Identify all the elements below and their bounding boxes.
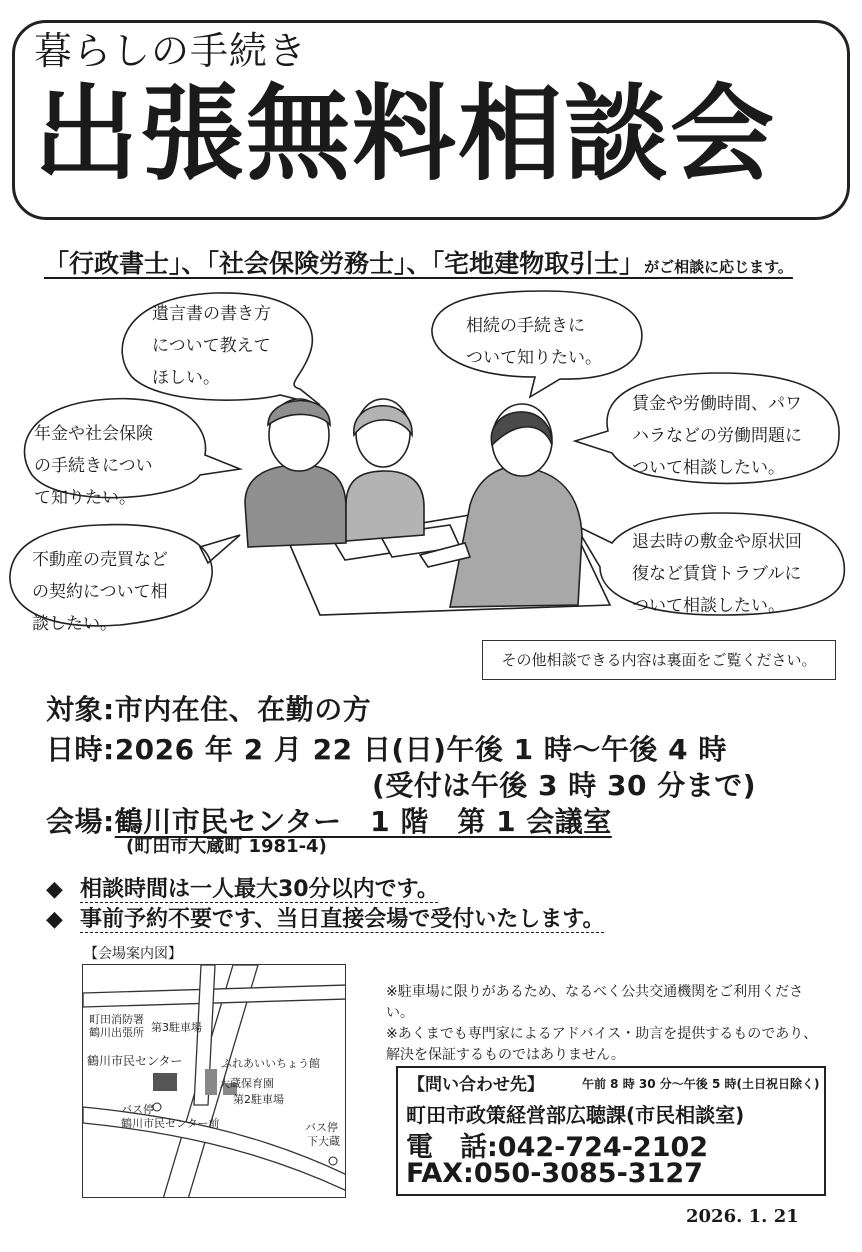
expert-gyosei: 「行政書士」: [44, 249, 182, 278]
notes: [386, 982, 826, 1066]
bubble-line: 談したい。: [32, 614, 117, 634]
bullet-text: 相談時間は一人最大30分以内です。: [80, 877, 439, 902]
datetime-row: [46, 728, 727, 768]
contact-hours: 午前 8 時 30 分～午後 5 時(土日祝日除く): [582, 1077, 820, 1091]
venue-label: 会場:: [46, 805, 115, 838]
note-disclaimer: ※あくまでも専門家によるアドバイス・助言を提供するものであり、解決を保証するものではありません。: [386, 1026, 818, 1063]
subtitle: 暮らしの手続き: [34, 29, 308, 73]
target-row: [46, 688, 371, 728]
bubble-text-rental: [632, 526, 802, 622]
map-center-label: 鶴川市民センター: [87, 1054, 183, 1068]
page-title: 出張無料相談会: [34, 73, 777, 195]
bubble-line: 退去時の敷金や原状回: [632, 532, 802, 552]
bubble-text-real-estate: [32, 544, 168, 640]
contact-heading: 【問い合わせ先】: [408, 1075, 544, 1095]
bullet-item: [46, 872, 439, 903]
contact-department: 町田市政策経営部広聴課(市民相談室): [406, 1103, 745, 1127]
bullet-text: 事前予約不要です、当日直接会場で受付いたします。: [80, 907, 605, 932]
target-label: 対象:: [46, 693, 115, 726]
map-busstop-1-label: バス停: [121, 1103, 154, 1116]
datetime-label: 日時:: [46, 733, 115, 766]
bullet-item: [46, 902, 604, 933]
expert-sep-2: 、: [406, 249, 432, 278]
contact-fax: FAX:050-3085-3127: [406, 1158, 703, 1189]
bubble-line: 復など賃貸トラブルに: [632, 564, 802, 584]
bubble-line: 賃金や労働時間、パワ: [632, 394, 802, 414]
map-label-line: 町田消防署: [89, 1013, 144, 1026]
bubble-line: の手続きについ: [34, 456, 153, 476]
bubble-text-labor: [632, 388, 802, 484]
bubble-line: の契約について相: [32, 582, 168, 602]
datetime-value: 2026 年 2 月 22 日(日)午後 1 時～午後 4 時: [114, 733, 727, 766]
bubble-line: 遺言書の書き方: [152, 304, 271, 324]
reception-time: (受付は午後 3 時 30 分まで): [372, 769, 757, 802]
map-fire-station-label: [89, 1013, 144, 1039]
note-parking: ※駐車場に限りがあるため、なるべく公共交通機関をご利用ください。: [386, 984, 804, 1021]
expert-sharoushi: 「社会保険労務士」: [206, 249, 407, 278]
experts-line: [44, 244, 793, 280]
bubble-line: ついて相談したい。: [632, 458, 785, 478]
bubble-line: 相続の手続きに: [466, 316, 585, 336]
venue-map: [82, 964, 346, 1198]
map-label: 【会場案内図】: [84, 946, 182, 962]
map-building-center: [153, 1073, 177, 1091]
bubble-line: 年金や社会保険: [34, 424, 153, 444]
map-fureai-label: ふれあいいちょう館: [221, 1057, 320, 1070]
bubble-line: 不動産の売買など: [32, 550, 168, 570]
venue-address: (町田市大蔵町 1981-4): [126, 836, 327, 857]
diamond-icon: ◆: [46, 877, 63, 902]
map-busstop-1-icon: [153, 1103, 161, 1111]
map-parking2-label: 第2駐車場: [233, 1093, 284, 1106]
map-road-upper: [83, 985, 346, 1007]
map-busstop-1-name: 鶴川市民センター前: [121, 1117, 220, 1130]
bubble-text-will: [152, 298, 271, 394]
bubble-line: について教えて: [152, 336, 271, 356]
bubble-line: ついて相談したい。: [632, 596, 785, 616]
bubble-line: ついて知りたい。: [466, 348, 602, 368]
map-parking3-label: 第3駐車場: [151, 1021, 202, 1034]
expert-sep-1: 、: [181, 249, 207, 278]
experts-suffix: がご相談に応じます。: [644, 258, 793, 276]
map-label-line: 鶴川出張所: [89, 1026, 144, 1039]
map-nursery-label: 大蔵保育園: [219, 1077, 274, 1090]
bubble-line: て知りたい。: [34, 488, 136, 508]
person-woman-body: [346, 471, 424, 541]
expert-takken: 「宅地建物取引士」: [431, 249, 645, 278]
map-building-fureai: [205, 1069, 217, 1095]
bubble-line: ハラなどの労働問題に: [632, 426, 802, 446]
map-busstop-2-label: バス停: [305, 1121, 338, 1134]
venue-value: 鶴川市民センター 1 階 第 1 会議室: [114, 805, 612, 838]
map-graphic: [83, 965, 346, 1198]
target-value: 市内在住、在勤の方: [114, 693, 372, 726]
map-busstop-2-icon: [329, 1157, 337, 1165]
bubble-line: ほしい。: [152, 368, 220, 388]
person-advisor-body: [450, 467, 582, 607]
map-busstop-2-name: 下大蔵: [307, 1135, 340, 1148]
back-page-note: その他相談できる内容は裏面をご覧ください。: [482, 640, 836, 680]
diamond-icon: ◆: [46, 907, 63, 932]
person-man-body: [245, 465, 346, 547]
date-stamp: 2026. 1. 21: [686, 1206, 799, 1227]
bubble-text-inheritance: [466, 310, 602, 374]
bubble-text-pension: [34, 418, 153, 514]
contact-phone: 電 話:042-724-2102: [406, 1132, 709, 1163]
